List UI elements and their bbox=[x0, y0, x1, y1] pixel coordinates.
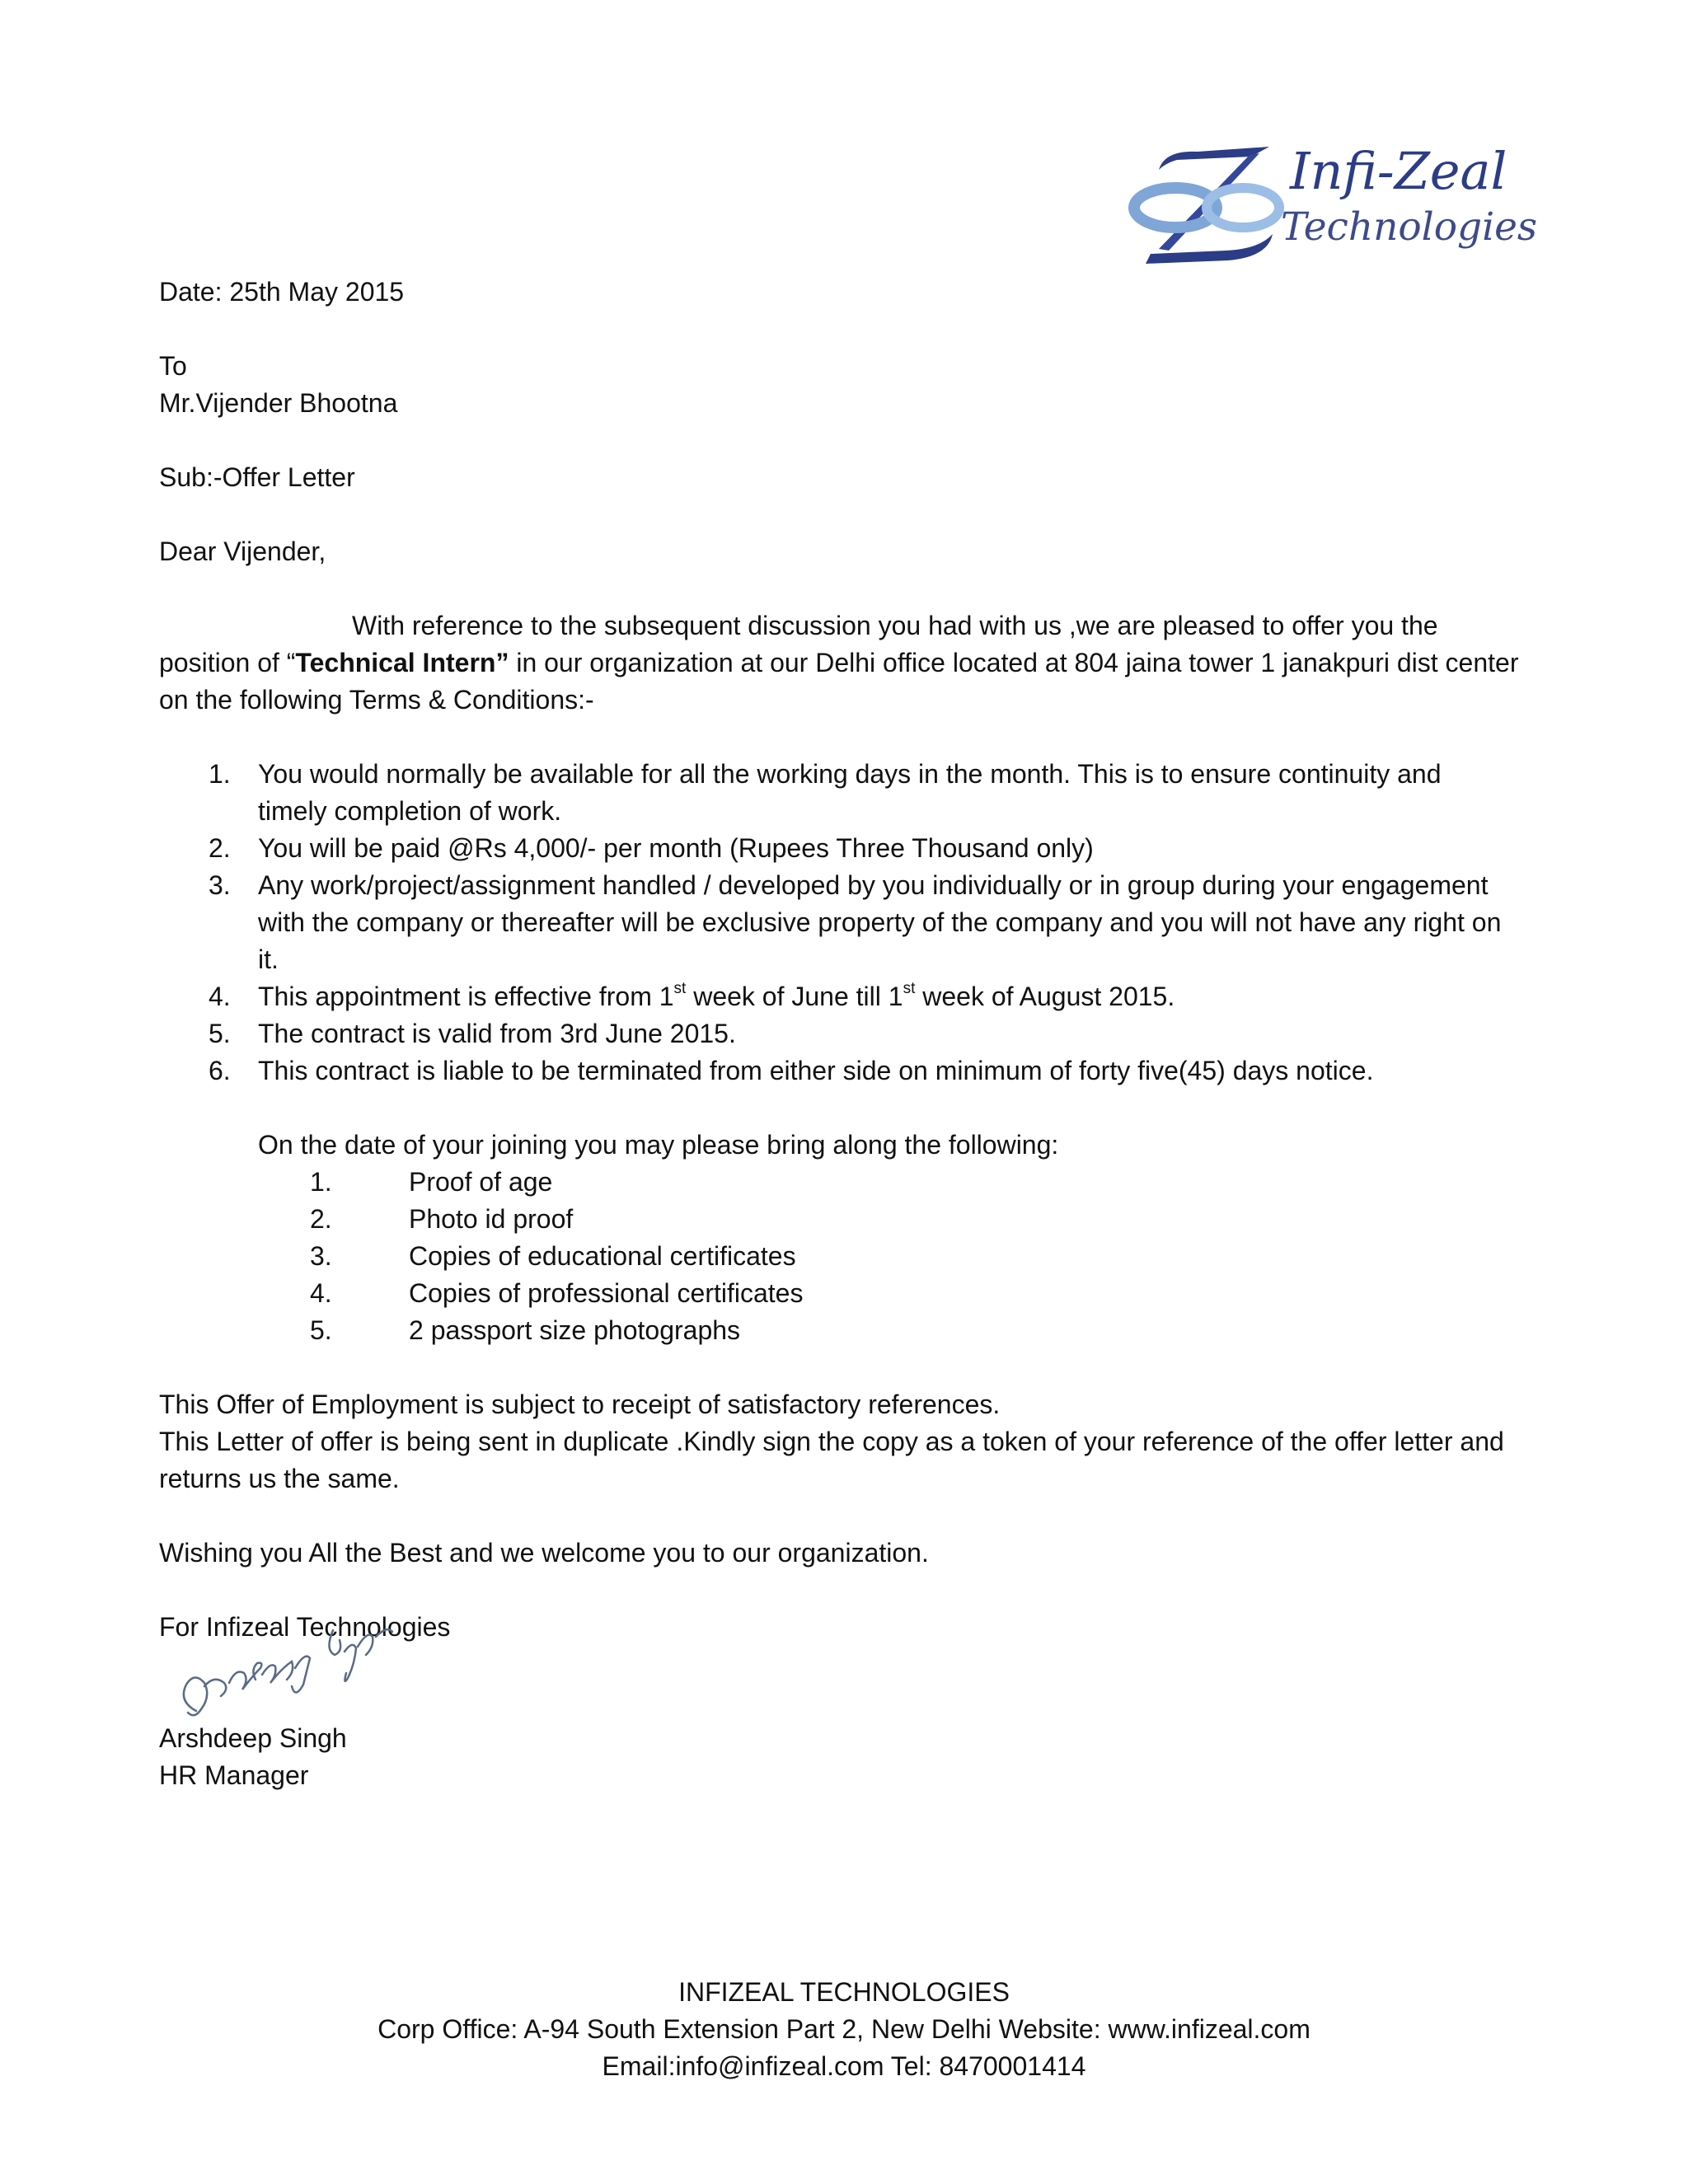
list-item: 4. This appointment is effective from 1st week of June till 1st week of August 2015. bbox=[209, 980, 1175, 1011]
references-condition: This Offer of Employment is subject to receipt of satisfactory references. bbox=[159, 1390, 1001, 1419]
logo-tagline: Technologies bbox=[1281, 204, 1538, 250]
list-item: 3. Any work/project/assignment handled / developed by you individually or in group during your engagement with the company or thereafter will be exclusive property of the company and you will not have any right on it. bbox=[209, 870, 1502, 974]
list-item: 5. The contract is valid from 3rd June 2015. bbox=[209, 1019, 736, 1048]
offer-conditions bbox=[159, 1386, 1519, 1497]
to-label: To bbox=[159, 351, 187, 381]
footer-address: Corp Office: A-94 South Extension Part 2, New Delhi Website: www.infizeal.com bbox=[377, 2014, 1311, 2044]
sign-off: For Infizeal Technologies bbox=[159, 1612, 451, 1642]
salutation: Dear Vijender, bbox=[159, 537, 326, 566]
list-item: 3. Copies of educational certificates bbox=[310, 1241, 796, 1271]
list-item: 5. 2 passport size photographs bbox=[310, 1315, 741, 1345]
intro-paragraph bbox=[159, 607, 1519, 719]
terms-list bbox=[159, 756, 1511, 1090]
letter-date: Date: 25th May 2015 bbox=[159, 277, 405, 307]
handwritten-signature-icon bbox=[171, 1604, 419, 1727]
list-item: 6. This contract is liable to be terminated from either side on minimum of forty five(45) days notice. bbox=[209, 1056, 1374, 1085]
logo-name: Infi-Zeal bbox=[1290, 141, 1507, 201]
list-item: 4. Copies of professional certificates bbox=[310, 1278, 804, 1308]
closing-wish: Wishing you All the Best and we welcome you to our organization. bbox=[159, 1538, 929, 1568]
footer-company: INFIZEAL TECHNOLOGIES bbox=[678, 1977, 1010, 2007]
intro-part2: in our organization at our Delhi office located at 804 jaina tower 1 janakpuri dist center on the following Terms & Conditions:- bbox=[159, 648, 1519, 715]
letter-subject: Sub:-Offer Letter bbox=[159, 462, 355, 492]
joining-documents-list bbox=[310, 1164, 1299, 1349]
duplicate-condition: This Letter of offer is being sent in duplicate .Kindly sign the copy as a token of your reference of the offer letter and returns us the same. bbox=[159, 1427, 1504, 1493]
footer-contact: Email:info@infizeal.com Tel: 8470001414 bbox=[602, 2051, 1086, 2081]
list-item: 2. You will be paid @Rs 4,000/- per month (Rupees Three Thousand only) bbox=[209, 833, 1094, 863]
joining-intro: On the date of your joining you may please bring along the following: bbox=[258, 1130, 1059, 1160]
signatory-name: Arshdeep Singh bbox=[159, 1723, 347, 1753]
position-title: Technical Intern” bbox=[295, 648, 509, 677]
list-item: 1. You would normally be available for all the working days in the month. This is to ensure continuity and timely completion of work. bbox=[209, 759, 1442, 826]
intro-part1: With reference to the subsequent discussion you had with us ,we are pleased to offer you the position of “ bbox=[159, 611, 1438, 677]
list-item: 2. Photo id proof bbox=[310, 1204, 574, 1234]
list-item: 1. Proof of age bbox=[310, 1167, 553, 1197]
infinity-z-logo-icon bbox=[1128, 142, 1284, 267]
recipient-name: Mr.Vijender Bhootna bbox=[159, 388, 398, 418]
signatory-title: HR Manager bbox=[159, 1760, 309, 1790]
company-logo bbox=[1128, 141, 1538, 267]
